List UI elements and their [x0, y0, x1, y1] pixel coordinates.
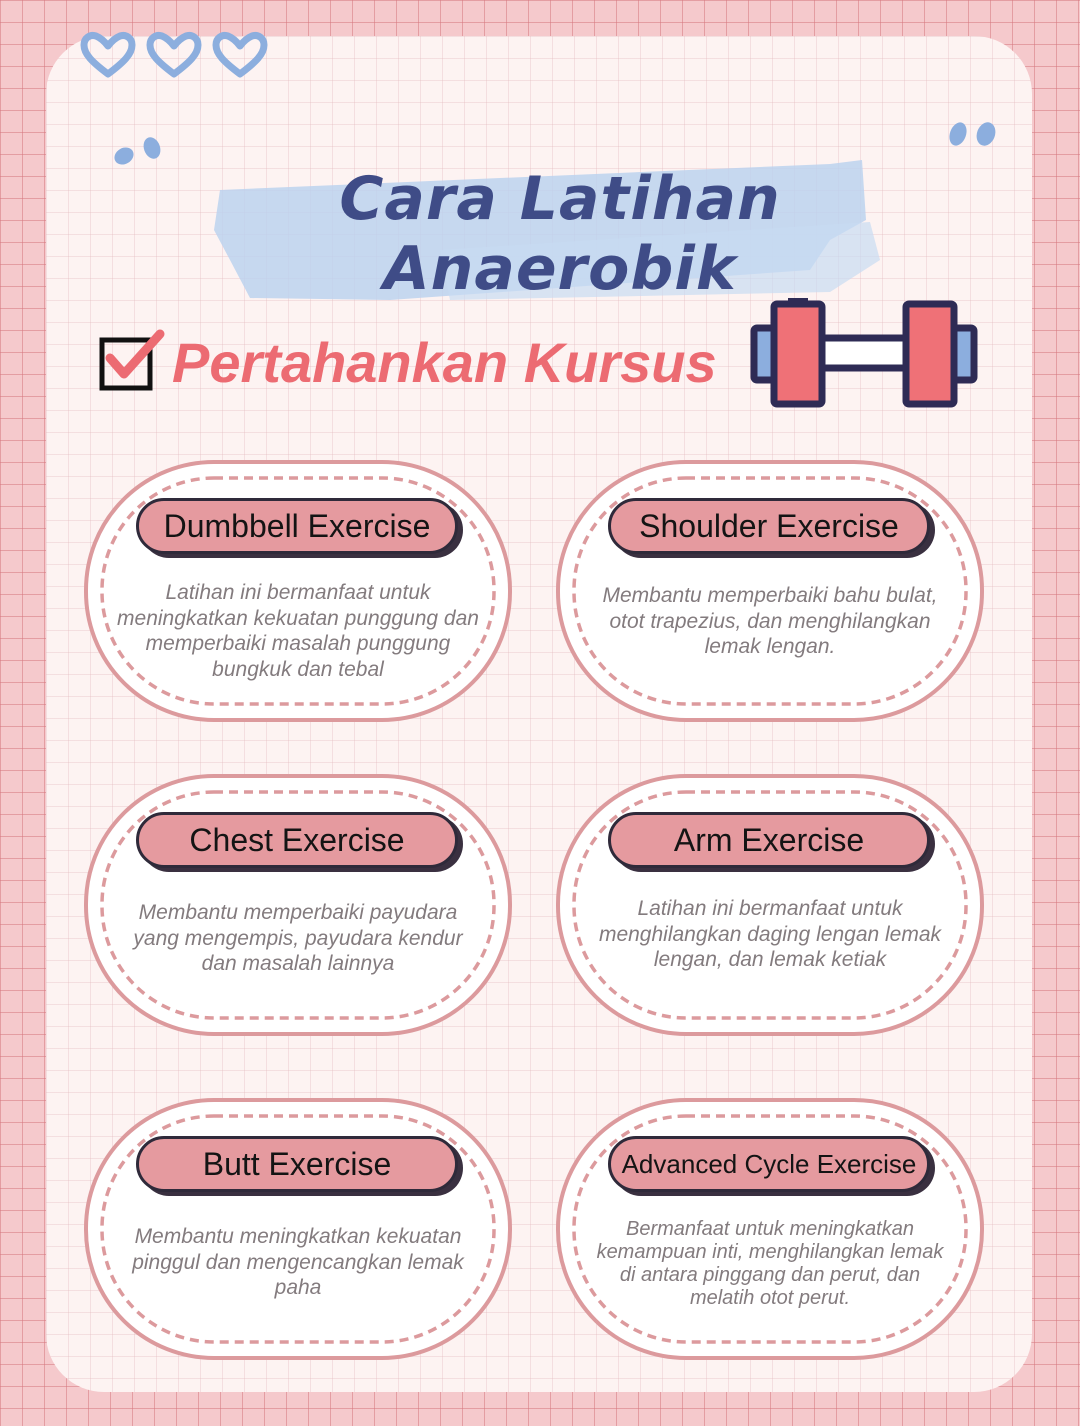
exercise-description: Latihan ini bermanfaat untuk menghilangkan daging lengan lemak lengan, dan lemak ketiak	[598, 897, 942, 971]
dumbbell-icon	[748, 298, 980, 412]
subtitle: Pertahankan Kursus	[172, 331, 717, 394]
exercise-title: Dumbbell Exercise	[136, 498, 458, 554]
exercise-title: Shoulder Exercise	[608, 498, 930, 554]
title-area	[190, 150, 910, 310]
quote-open-icon	[106, 130, 170, 172]
exercise-card-shoulder	[554, 458, 986, 724]
exercise-card-butt	[82, 1096, 514, 1362]
exercise-card-advanced-cycle	[554, 1096, 986, 1362]
exercise-description: Bermanfaat untuk meningkatkan kemampuan inti, menghilangkan lemak di antara pinggang dan perut, dan melatih otot perut.	[596, 1218, 944, 1309]
heart-outline-icon	[78, 30, 278, 86]
exercise-card-arm	[554, 772, 986, 1038]
exercise-title: Arm Exercise	[608, 812, 930, 868]
exercise-description: Membantu meningkatkan kekuatan pinggul dan mengencangkan lemak paha	[132, 1225, 464, 1299]
quote-close-icon	[942, 114, 1006, 156]
page-title: Cara Latihan Anaerobik	[339, 164, 781, 304]
exercise-title: Chest Exercise	[136, 812, 458, 868]
exercise-title: Advanced Cycle Exercise	[608, 1136, 930, 1192]
exercise-description: Latihan ini bermanfaat untuk meningkatkan kekuatan punggung dan memperbaiki masalah punggung bungkuk dan tebal	[117, 581, 479, 681]
exercise-card-chest	[82, 772, 514, 1038]
exercise-description: Membantu memperbaiki payudara yang mengempis, payudara kendur dan masalah lainnya	[133, 901, 463, 975]
checkbox-checked-icon	[96, 328, 176, 394]
exercise-description: Membantu memperbaiki bahu bulat, otot trapezius, dan menghilangkan lemak lengan.	[602, 584, 938, 658]
exercise-title: Butt Exercise	[136, 1136, 458, 1192]
exercise-card-dumbbell	[82, 458, 514, 724]
